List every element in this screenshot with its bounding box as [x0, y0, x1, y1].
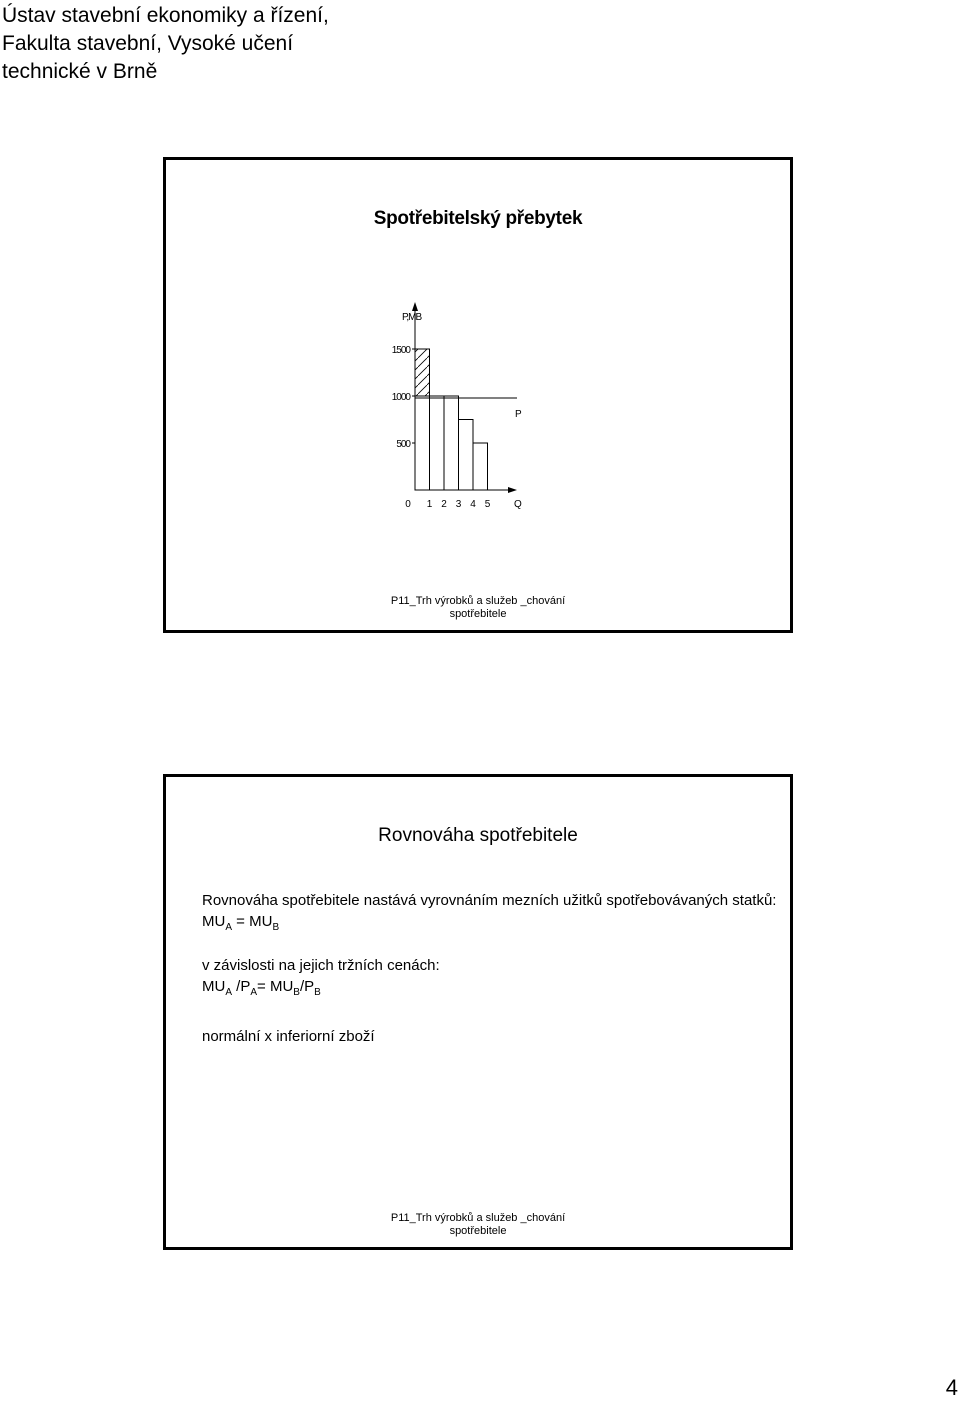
bar-4	[459, 420, 474, 491]
x-tick-label: 4	[470, 499, 476, 510]
footer-line-2: spotřebitele	[449, 608, 507, 620]
footer-line-2: spotřebitele	[449, 1225, 507, 1237]
y-tick-label: 1500	[391, 345, 410, 356]
x-axis-label: Q	[514, 499, 522, 510]
bar-5	[473, 443, 488, 490]
y-tick-label: 1000	[391, 392, 410, 403]
x-tick-label: 2	[441, 499, 447, 510]
slide-title: Rovnováha spotřebitele	[378, 825, 578, 846]
header-line-2: Fakulta stavební, Vysoké učení	[2, 32, 294, 55]
price-label: P	[515, 409, 522, 420]
y-axis-arrow	[412, 302, 418, 311]
slide-body	[202, 892, 782, 1045]
consumer-surplus-chart	[166, 160, 790, 630]
slide-footer	[166, 1212, 790, 1238]
slide-consumer-equilibrium	[163, 774, 793, 1250]
footer-line-1: P11_Trh výrobků a služeb _chování	[390, 595, 566, 607]
bar-2	[430, 396, 445, 490]
x-tick-label: 5	[484, 499, 491, 510]
bars-layer	[415, 349, 488, 490]
slide-title: Spotřebitelský přebytek	[373, 208, 583, 229]
footer-line-1: P11_Trh výrobků a služeb _chování	[390, 1212, 566, 1224]
paragraph-prices: v závislosti na jejich tržních cenách:	[202, 957, 440, 974]
x-tick-label: 1	[426, 499, 433, 510]
y-axis-label: P,MB	[402, 312, 422, 323]
y-tick-label: 500	[396, 439, 410, 450]
surplus-area-1	[415, 349, 430, 396]
paragraph-equilibrium: Rovnováha spotřebitele nastává vyrovnáním mezních užitků spotřebovávaných statků:	[202, 892, 777, 909]
paragraph-goods-types: normální x inferiorní zboží	[202, 1028, 375, 1045]
header-line-3: technické v Brně	[2, 60, 158, 83]
document-header	[2, 2, 329, 86]
x-tick-label: 0	[405, 499, 411, 510]
equation-mu-equal: $MU_A = MU_B$	[202, 913, 280, 933]
x-axis-arrow	[508, 487, 517, 493]
bar-3	[444, 396, 459, 490]
slide-consumer-surplus	[163, 157, 793, 633]
header-line-1: Ústav stavební ekonomiky a řízení,	[2, 4, 329, 27]
slide-footer	[166, 595, 790, 621]
x-tick-label: 3	[455, 499, 462, 510]
page-number: 4	[945, 1375, 958, 1400]
equation-mu-price-ratio: $MU_A$ $/P_A= MU_B/P_B$	[202, 978, 321, 998]
